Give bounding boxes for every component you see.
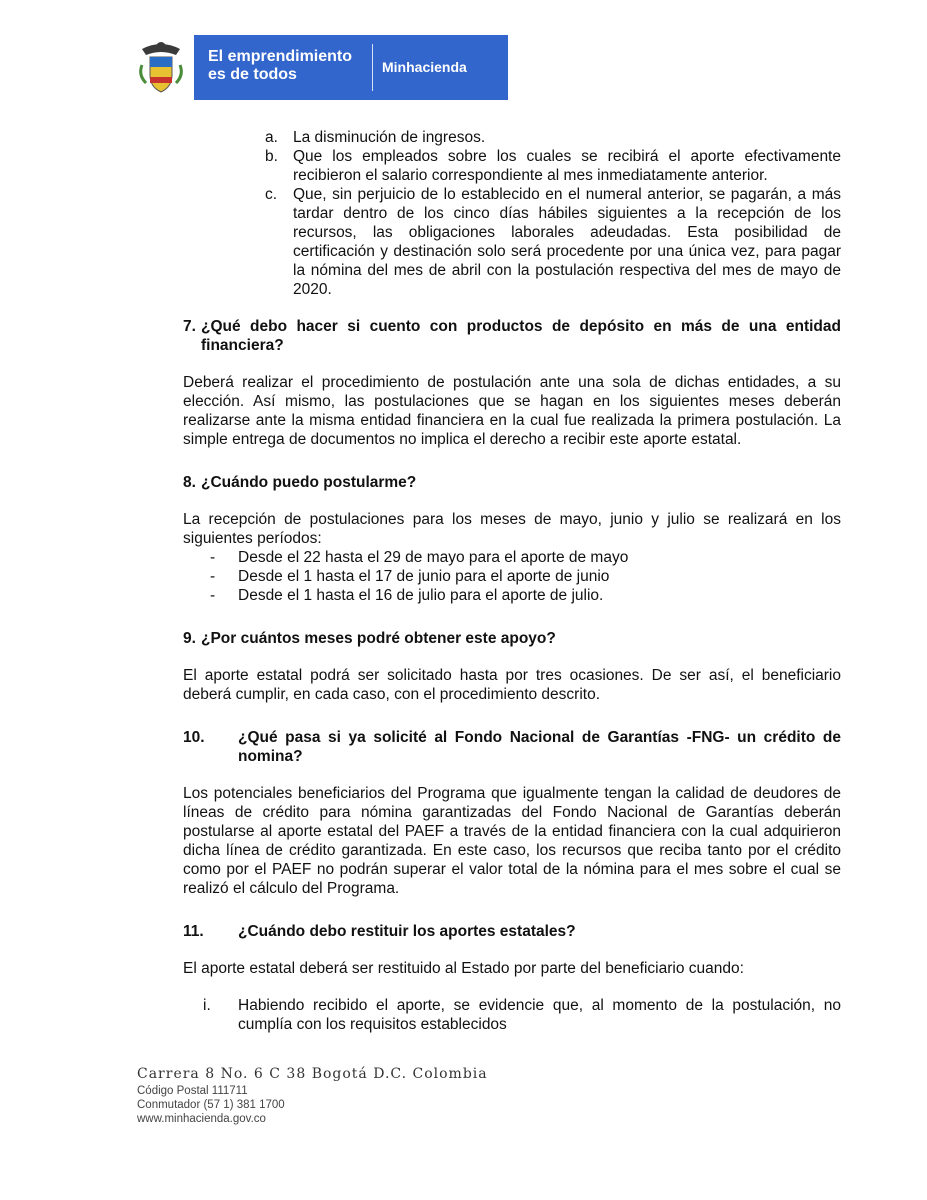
list-marker: - [210,549,216,566]
question-number: 7. [183,318,196,335]
question-text: ¿Cuándo debo restituir los aportes estatales? [238,923,576,940]
header-banner [128,35,508,100]
date-ranges-list [210,548,841,605]
footer-postal-code: Código Postal 111711 [137,1085,248,1097]
list-item-text: Desde el 1 hasta el 16 de julio para el aporte de julio. [238,587,604,604]
answer-11: El aporte estatal deberá ser restituido al Estado por parte del beneficiario cuando: [183,960,744,977]
answer-10: Los potenciales beneficiarios del Programa que igualmente tengan la calidad de deudores de líneas de crédito para nómina garantizadas del Fondo Nacional de Garantías deberán postularse al aporte estatal del PAEF a través de la entidad financiera con la cual adquirieron dicha línea de crédito garantizada. En este caso, los recursos que reciba tanto por el crédito como por el PAEF no podrán superar el valor total de la nómina para el mes sobre el cual se realizó el cálculo del Programa. [183,785,841,897]
question-text: ¿Cuándo puedo postularme? [201,474,417,491]
list-marker: - [210,587,216,604]
list-item [265,128,841,147]
answer-8: La recepción de postulaciones para los meses de mayo, junio y julio se realizará en los siguientes períodos: [183,511,841,547]
coat-of-arms-logo [128,35,194,100]
list-item-text: La disminución de ingresos. [293,129,486,146]
list-marker: a. [265,129,278,146]
question-11-heading [183,922,841,941]
question-number: 9. [183,630,196,647]
list-marker: c. [265,186,278,203]
header-divider [372,44,373,91]
list-item [210,567,841,586]
answer-7: Deberá realizar el procedimiento de postulación ante una sola de dichas entidades, a su elección. Así mismo, las postulaciones que se hagan en los siguientes meses deberán realizarse ante la misma entidad financiera en la cual fue realizada la primera postulación. La simple entrega de documentos no implica el derecho a recibir este aporte estatal. [183,374,841,448]
list-item-text: Desde el 22 hasta el 29 de mayo para el aporte de mayo [238,549,629,566]
question-10-heading [183,728,841,766]
question-7-heading [183,317,841,355]
list-item [265,147,841,185]
list-item-text: Que los empleados sobre los cuales se recibirá el aporte efectivamente recibieron el salario correspondiente al mes inmediatamente anterior. [293,148,841,184]
list-marker: i. [203,997,211,1014]
ministry-name: Minhacienda [382,59,467,75]
list-item-text: Desde el 1 hasta el 17 de junio para el aporte de junio [238,568,610,585]
list-item-text: Habiendo recibido el aporte, se evidencie que, al momento de la postulación, no cumplía con los requisitos establecidos [238,997,841,1033]
page-footer [137,1066,488,1126]
footer-phone: Conmutador (57 1) 381 1700 [137,1099,285,1111]
list-item [210,548,841,567]
question-9-heading [183,629,841,648]
list-item [265,185,841,299]
answer-9: El aporte estatal podrá ser solicitado hasta por tres ocasiones. De ser así, el beneficiario deberá cumplir, en cada caso, con el procedimiento descrito. [183,667,841,703]
list-item [183,996,841,1034]
document-body [183,128,841,1034]
list-marker: - [210,568,216,585]
intro-list [265,128,841,299]
question-text: ¿Qué debo hacer si cuento con productos de depósito en más de una entidad financiera? [201,318,841,354]
header-tagline: El emprendimiento es de todos [208,48,353,83]
question-number: 10. [183,729,205,746]
question-number: 11. [183,923,204,940]
question-text: ¿Qué pasa si ya solicité al Fondo Nacional de Garantías -FNG- un crédito de nomina? [238,729,841,765]
question-number: 8. [183,474,196,491]
question-8-heading [183,473,841,492]
list-item-text: Que, sin perjuicio de lo establecido en el numeral anterior, se pagarán, a más tardar dentro de los cinco días hábiles siguientes a la recepción de los recursos, las obligaciones laborales adeudadas. Esta posibilidad de certificación y destinación solo será procedente por una única vez, para pagar la nómina del mes de abril con la postulación respectiva del mes de mayo de 2020. [293,186,841,298]
footer-address: Carrera 8 No. 6 C 38 Bogotá D.C. Colombia [137,1066,488,1082]
list-marker: b. [265,148,278,165]
restitution-conditions-list [183,996,841,1034]
footer-website: www.minhacienda.gov.co [137,1113,266,1125]
question-text: ¿Por cuántos meses podré obtener este apoyo? [201,630,556,647]
list-item [210,586,841,605]
